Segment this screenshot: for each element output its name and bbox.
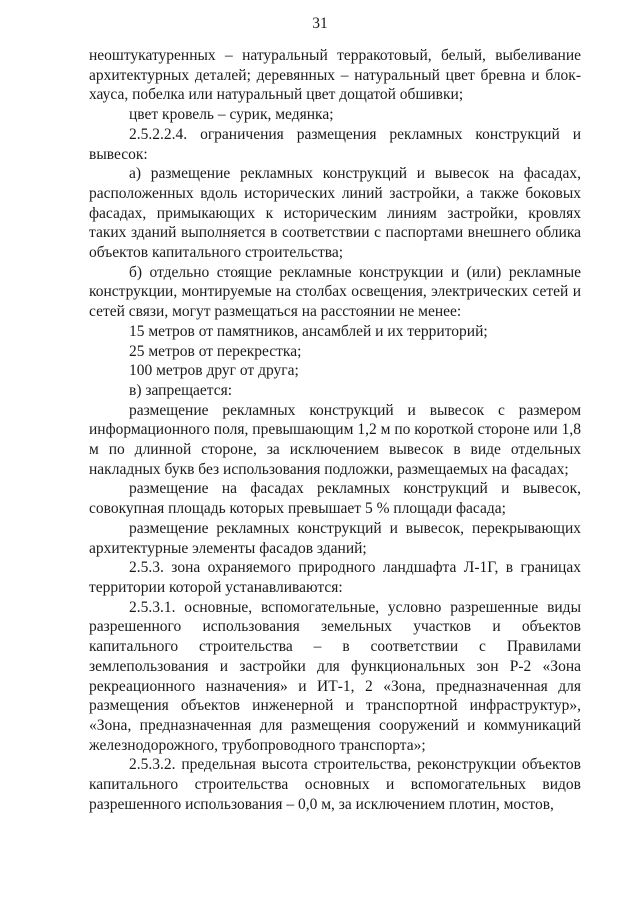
paragraph-item-a: а) размещение рекламных конструкций и вывесок на фасадах, расположенных вдоль исторических линий застройки, а также боковых фасадах, примыкающих к историческим линиям застройки, кровлях таких зданий выполняется в соответствии с паспортами внешнего облика объектов капитального строительства; [89, 165, 581, 262]
paragraph-land-use-types: 2.5.3.1. основные, вспомогательные, условно разрешенные виды разрешенного использования земельных участков и объектов капитального строительства – в соответствии с Правилами землепользования и застройки для функциональных зон Р-2 «Зона рекреационного назначения» и ИТ-1, 2 «Зона, предназначенная для размещения объектов инженерной и транспортной инфраструктур», «Зона, предназначенная для размещения сооружений и коммуникаций железнодорожного, трубопроводного транспорта»; [89, 598, 581, 754]
paragraph-item-c: в) запрещается: [129, 381, 233, 399]
paragraph-zone-l1g: 2.5.3. зона охраняемого природного ландшафта Л-1Г, в границах территории которой устанавливаются: [89, 559, 581, 596]
paragraph-facade-colors: неоштукатуренных – натуральный терракотовый, белый, выбеливание архитектурных деталей; деревянных – натуральный цвет бревна и блок-хауса, побелка или натуральный цвет дощатой обшивки; [89, 47, 581, 104]
paragraph-prohibited-overlap: размещение рекламных конструкций и вывесок, перекрывающих архитектурные элементы фасадов зданий; [89, 519, 581, 557]
paragraph-distance-between: 100 метров друг от друга; [129, 362, 299, 380]
page-number: 31 [312, 15, 328, 32]
paragraph-prohibited-area: размещение на фасадах рекламных конструкций и вывесок, совокупная площадь которых превышает 5 % площади фасада; [89, 480, 581, 518]
paragraph-height-limit: 2.5.3.2. предельная высота строительства, реконструкции объектов капитального строительства основных и вспомогательных видов разрешенного использования – 0,0 м, за исключением плотин, мостов, [89, 756, 581, 813]
paragraph-roof-colors: цвет кровель – сурик, медянка; [129, 106, 334, 124]
paragraph-item-b: б) отдельно стоящие рекламные конструкции и (или) рекламные конструкции, монтируемые на столбах освещения, электрических сетей и сетей связи, могут размещаться на расстоянии не менее: [89, 263, 581, 321]
paragraph-prohibited-size: размещение рекламных конструкций и вывесок с размером информационного поля, превышающим 1,2 м по короткой стороне или 1,8 м по длинной стороне, за исключением вывесок в виде отдельных накладных букв без использования подложки, размещаемых на фасадах; [89, 401, 581, 478]
document-body [89, 46, 581, 814]
paragraph-distance-monuments: 15 метров от памятников, ансамблей и их территорий; [129, 322, 488, 340]
paragraph-distance-crossroad: 25 метров от перекрестка; [129, 342, 302, 360]
paragraph-advertising-restrictions-heading: 2.5.2.2.4. ограничения размещения рекламных конструкций и вывесок: [89, 125, 581, 163]
